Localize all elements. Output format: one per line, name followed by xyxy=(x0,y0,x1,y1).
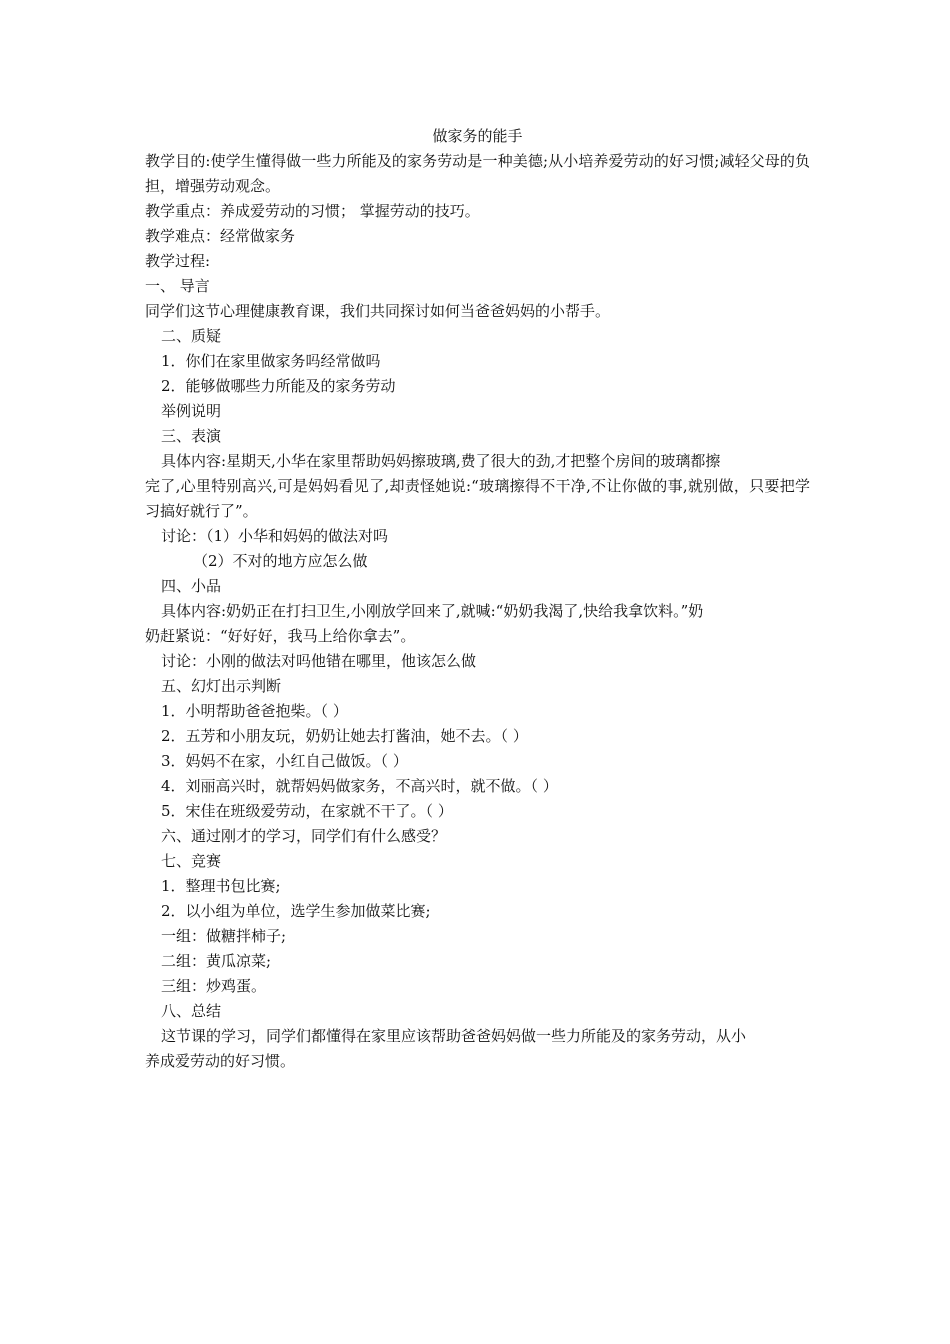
text-line: 教学重点：养成爱劳动的习惯； 掌握劳动的技巧。 xyxy=(145,202,480,220)
text-line: 六、通过刚才的学习，同学们有什么感受？ xyxy=(161,827,447,845)
text-line: 具体内容:星期天,小华在家里帮助妈妈擦玻璃,费了很大的劲,才把整个房间的玻璃都擦 xyxy=(161,452,721,470)
text-line: 二、质疑 xyxy=(161,327,222,345)
text-line: 3．妈妈不在家，小红自己做饭。（ ） xyxy=(161,752,408,770)
text-line: 三组：炒鸡蛋。 xyxy=(161,977,267,995)
text-line: 1．你们在家里做家务吗经常做吗 xyxy=(161,352,381,370)
text-line: （2）不对的地方应怎么做 xyxy=(193,552,368,570)
text-line: 5．宋佳在班级爱劳动，在家就不干了。（ ） xyxy=(161,802,453,820)
text-line: 2．五芳和小朋友玩，奶奶让她去打酱油，她不去。（ ） xyxy=(161,727,528,745)
text-line: 八、总结 xyxy=(161,1002,222,1020)
text-line: 1．整理书包比赛; xyxy=(161,877,281,895)
text-line: 七、竞赛 xyxy=(161,852,222,870)
text-line: 4．刘丽高兴时，就帮妈妈做家务，不高兴时，就不做。（ ） xyxy=(161,777,558,795)
text-line: 完了,心里特别高兴,可是妈妈看见了,却责怪她说:“玻璃擦得不干净,不让你做的事,就别做，只要把学习搞好就行了”。 xyxy=(145,477,810,520)
text-line: 讨论：（1）小华和妈妈的做法对吗 xyxy=(161,527,389,545)
text-line: 举例说明 xyxy=(161,402,222,420)
text-line: 教学难点：经常做家务 xyxy=(145,227,296,245)
document-page xyxy=(145,124,810,1074)
text-line: 四、小品 xyxy=(161,577,222,595)
text-line: 具体内容:奶奶正在打扫卫生,小刚放学回来了,就喊:“奶奶我渴了,快给我拿饮料。”奶 xyxy=(161,602,704,620)
text-line: 二组：黄瓜凉菜; xyxy=(161,952,272,970)
text-line: 一、 导言 xyxy=(145,277,210,295)
text-line: 教学目的:使学生懂得做一些力所能及的家务劳动是一种美德;从小培养爱劳动的好习惯;减轻父母的负担，增强劳动观念。 xyxy=(145,152,810,195)
text-line: 这节课的学习，同学们都懂得在家里应该帮助爸爸妈妈做一些力所能及的家务劳动，从小 xyxy=(161,1027,747,1045)
document-body xyxy=(145,149,810,1074)
text-line: 2．能够做哪些力所能及的家务劳动 xyxy=(161,377,396,395)
text-line: 三、表演 xyxy=(161,427,222,445)
text-line: 同学们这节心理健康教育课，我们共同探讨如何当爸爸妈妈的小帮手。 xyxy=(145,302,611,320)
text-line: 讨论：小刚的做法对吗他错在哪里，他该怎么做 xyxy=(161,652,477,670)
text-line: 1．小明帮助爸爸抱柴。（ ） xyxy=(161,702,348,720)
document-title: 做家务的能手 xyxy=(432,127,523,145)
text-line: 一组：做糖拌柿子; xyxy=(161,927,287,945)
text-line: 奶赶紧说：“好好好，我马上给你拿去”。 xyxy=(145,627,416,645)
text-line: 五、幻灯出示判断 xyxy=(161,677,282,695)
text-line: 养成爱劳动的好习惯。 xyxy=(145,1052,296,1070)
text-line: 教学过程: xyxy=(145,252,211,270)
text-line: 2．以小组为单位，选学生参加做菜比赛; xyxy=(161,902,431,920)
